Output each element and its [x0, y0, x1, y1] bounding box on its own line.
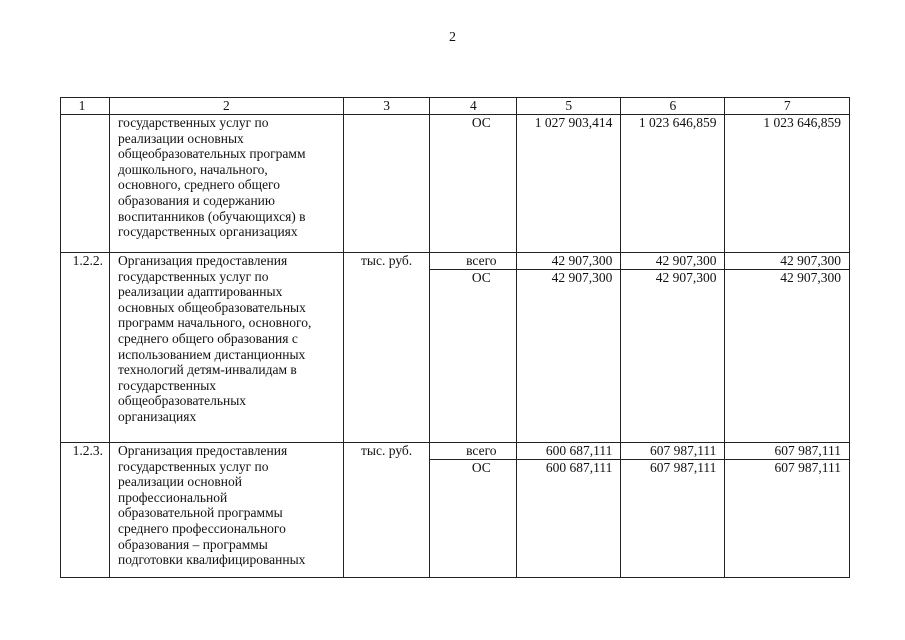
row-value-col5 — [517, 253, 621, 443]
row-value-col6 — [621, 115, 725, 253]
funding-source-total: всего — [430, 443, 516, 460]
funding-source-os: ОС — [471, 115, 491, 130]
value-os: 42 907,300 — [551, 270, 613, 285]
row-funding-source — [430, 443, 517, 578]
row-unit: тыс. руб. — [343, 253, 430, 443]
table-row — [61, 115, 850, 253]
column-header-4: 4 — [430, 98, 517, 115]
value-os: 607 987,111 — [649, 460, 717, 475]
column-header-7: 7 — [725, 98, 850, 115]
value-total: 607 987,111 — [725, 443, 849, 460]
row-value-col5 — [517, 443, 621, 578]
row-unit: тыс. руб. — [343, 443, 430, 578]
value-os: 1 023 646,859 — [763, 115, 841, 130]
column-header-5: 5 — [517, 98, 621, 115]
table-row — [61, 253, 850, 443]
row-value-col7 — [725, 115, 850, 253]
value-total: 42 907,300 — [621, 253, 724, 270]
row-value-col6 — [621, 253, 725, 443]
value-os: 1 023 646,859 — [638, 115, 717, 130]
value-os: 1 027 903,414 — [534, 115, 613, 130]
row-funding-source — [430, 253, 517, 443]
row-funding-source — [430, 115, 517, 253]
funding-source-os: ОС — [471, 460, 491, 475]
row-value-col5 — [517, 115, 621, 253]
value-os: 42 907,300 — [655, 270, 717, 285]
table-header-row — [61, 98, 850, 115]
row-description: Организация предоставления государственных услуг по реализации основной профессиональной образовательной программы среднего профессионального образования – программы подготовки квалифицированных — [109, 443, 343, 578]
column-header-2: 2 — [109, 98, 343, 115]
column-header-3: 3 — [343, 98, 430, 115]
row-description: Организация предоставления государственных услуг по реализации адаптированных основных общеобразовательных программ начального, основного, среднего общего образования с использованием дистанционных технологий детям-инвалидам в государственных общеобразовательных организациях — [109, 253, 343, 443]
row-value-col7 — [725, 443, 850, 578]
budget-table — [60, 97, 850, 578]
table-row — [61, 443, 850, 578]
value-total: 42 907,300 — [725, 253, 849, 270]
column-header-6: 6 — [621, 98, 725, 115]
column-header-1: 1 — [61, 98, 110, 115]
row-number: 1.2.3. — [61, 443, 110, 578]
value-total: 607 987,111 — [621, 443, 724, 460]
row-unit — [343, 115, 430, 253]
row-number: 1.2.2. — [61, 253, 110, 443]
row-number — [61, 115, 110, 253]
funding-source-os: ОС — [471, 270, 491, 285]
value-total: 600 687,111 — [517, 443, 620, 460]
row-value-col6 — [621, 443, 725, 578]
value-os: 600 687,111 — [545, 460, 613, 475]
value-os: 42 907,300 — [780, 270, 841, 285]
row-value-col7 — [725, 253, 850, 443]
value-total: 42 907,300 — [517, 253, 620, 270]
page-number: 2 — [449, 30, 456, 45]
funding-source-total: всего — [430, 253, 516, 270]
row-description: государственных услуг по реализации основных общеобразовательных программ дошкольного, начального, основного, среднего общего образования и содержанию воспитанников (обучающихся) в государственных организациях — [109, 115, 343, 253]
value-os: 607 987,111 — [774, 460, 841, 475]
